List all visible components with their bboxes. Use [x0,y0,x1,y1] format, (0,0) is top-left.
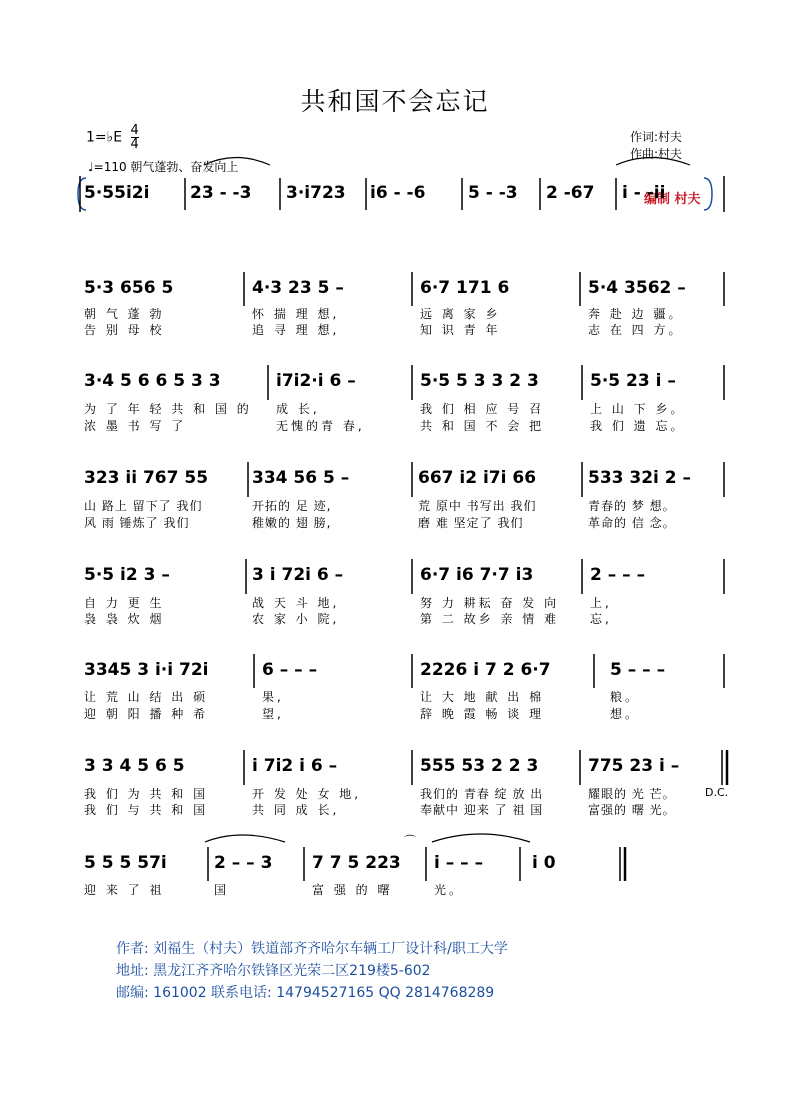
measure: 3·4 5 6 6 5 3 3 [84,371,221,391]
lyric: 上 山 下 乡。 [590,402,686,416]
lyric: 我 们 为 共 和 国 [84,787,209,801]
lyric: 追 寻 理 想, [252,323,340,337]
lyric: 共 和 国 不 会 把 [420,419,545,433]
lyric: 开 发 处 女 地, [252,787,362,801]
lyric: 迎 来 了 祖 [84,883,165,897]
measure: 3 3 4 5 6 5 [84,756,185,776]
lyric: 我 们 遗 忘。 [590,419,686,433]
lyric: 自 力 更 生 [84,596,165,610]
lyric: 荒 原中 书写出 我们 [418,499,537,513]
lyric: 望, [262,707,284,721]
lyricist-credit: 作词:村夫 [630,130,683,144]
measure: 3345 3 i·i 72i [84,660,209,680]
lyric: 告 别 母 校 [84,323,165,337]
system-4-barlines [246,559,724,594]
song-title: 共和国不会忘记 [300,87,490,116]
measure: 7 7 5 223 [312,853,401,873]
system-6-barlines [244,750,727,785]
lyric: 我们的 青春 绽 放 出 [420,787,544,801]
address-info: 地址: 黑龙江齐齐哈尔铁锋区光荣二区219楼5-602 [116,963,431,979]
lyric: 无愧的青 春, [276,419,365,433]
lyric: 忘, [590,612,612,626]
measure: i6 - -6 [370,183,426,203]
fermata-mark: ⌒ [404,834,417,848]
lyric: 上, [590,596,612,610]
lyric: 国 [214,883,230,897]
lyric: 知 识 青 年 [420,323,501,337]
lyric: 耀眼的 光 芒。 [588,787,676,801]
tie-arc [204,158,270,166]
measure: 555 53 2 2 3 [420,756,539,776]
lyric: 成 长, [276,402,320,416]
measure: 775 23 i – [588,756,680,776]
lyric: 富强的 曙 光。 [588,803,676,817]
intro-bracket-right [704,178,712,210]
lyric: 奔 赴 边 疆。 [588,307,684,321]
lyric: 开拓的 足 迹, [252,499,332,513]
lyric: 远 离 家 乡 [420,307,501,321]
lyric: 农 家 小 院, [252,612,340,626]
lyric: 青春的 梦 想。 [588,499,676,513]
key-signature-text: 1=♭E [86,129,123,146]
measure: 6·7 171 6 [420,278,510,298]
measure: i - -ii [622,183,666,203]
tempo-marking: ♩=110 朝气蓬勃、奋发向上 [88,160,239,174]
intro-bracket-left [78,178,86,210]
lyric: 共 同 成 长, [252,803,340,817]
measure: 5·5 5 3 3 2 3 [420,371,539,391]
measure: 4·3 23 5 – [252,278,344,298]
lyric: 稚嫩的 翅 膀, [252,516,332,530]
measure: 3·i723 [286,183,346,203]
measure: 5 5 5 57i [84,853,167,873]
system-7-barlines [208,847,625,881]
contact-info: 邮编: 161002 联系电话: 14794527165 QQ 2814768289 [116,985,495,1001]
lyric: 想。 [610,707,641,721]
lyric: 山 路上 留下了 我们 [84,499,203,513]
measure: 5·3 656 5 [84,278,174,298]
composer-seal: 编制 村夫 [644,192,701,207]
measure: 5·5 i2 3 – [84,565,170,585]
time-signature-bottom: 4 [130,137,139,152]
measure: 3 i 72i 6 – [252,565,344,585]
time-signature-top: 4 [130,123,139,138]
lyric: 努 力 耕耘 奋 发 向 [420,596,560,610]
lyric: 志 在 四 方。 [588,323,684,337]
lyric: 粮。 [610,690,641,704]
da-capo-mark: D.C. [705,786,729,799]
measure: 2 – – 3 [214,853,273,873]
lyric: 我 们 与 共 和 国 [84,803,209,817]
measure: 533 32i 2 – [588,468,692,488]
measure: 5·5 23 i – [590,371,676,391]
measure: 5 - -3 [468,183,518,203]
system-5-barlines [254,654,724,688]
lyric: 袅 袅 炊 烟 [84,612,165,626]
measure: i – – – [434,853,484,873]
measure: 23 - -3 [190,183,252,203]
lyric: 浓 墨 书 写 了 [84,419,187,433]
lyric: 光。 [434,883,465,897]
measure: 334 56 5 – [252,468,350,488]
lyric: 为 了 年 轻 共 和 国 的 [84,402,252,416]
lyric: 迎 朝 阳 播 种 希 [84,707,209,721]
lyric: 让 荒 山 结 出 硕 [84,690,209,704]
lyric: 富 强 的 曙 [312,883,393,897]
lyric: 朝 气 蓬 勃 [84,307,165,321]
lyric: 果, [262,690,284,704]
lyric: 怀 揣 理 想, [252,307,340,321]
lyric: 辞 晚 霞 畅 谈 理 [420,707,545,721]
measure: 6·7 i6 7·7 i3 [420,565,534,585]
author-info: 作者: 刘福生（村夫）铁道部齐齐哈尔车辆工厂设计科/职工大学 [116,941,508,957]
measure: 2 – – – [590,565,646,585]
measure: i7i2·i 6 – [276,371,356,391]
measure: i 0 [532,853,556,873]
system-3-barlines [248,462,724,497]
lyric: 第 二 故乡 亲 情 难 [420,612,560,626]
lyric: 我 们 相 应 号 召 [420,402,545,416]
intro-barlines [80,176,724,212]
measure: 5·55i2i [84,183,150,203]
measure: 667 i2 i7i 66 [418,468,537,488]
lyric: 奉献中 迎来 了 祖 国 [420,803,544,817]
measure: i 7i2 i 6 – [252,756,338,776]
tie-arc [205,835,285,842]
measure: 323 ii 767 55 [84,468,209,488]
lyric: 革命的 信 念。 [588,516,676,530]
system-1-barlines [244,272,724,306]
composer-credit: 作曲:村夫 [630,147,683,161]
lyric: 风 雨 锤炼了 我们 [84,516,190,530]
lyric: 磨 难 坚定了 我们 [418,516,524,530]
measure: 5 – – – [610,660,666,680]
measure: 6 – – – [262,660,318,680]
system-2-barlines [268,365,724,400]
measure: 5·4 3562 – [588,278,686,298]
measure: 2226 i 7 2 6·7 [420,660,551,680]
lyric: 让 大 地 献 出 棉 [420,690,545,704]
tie-arc [616,158,690,166]
measure: 2 -67 [546,183,595,203]
lyric: 战 天 斗 地, [252,596,340,610]
tie-arc [432,834,530,842]
